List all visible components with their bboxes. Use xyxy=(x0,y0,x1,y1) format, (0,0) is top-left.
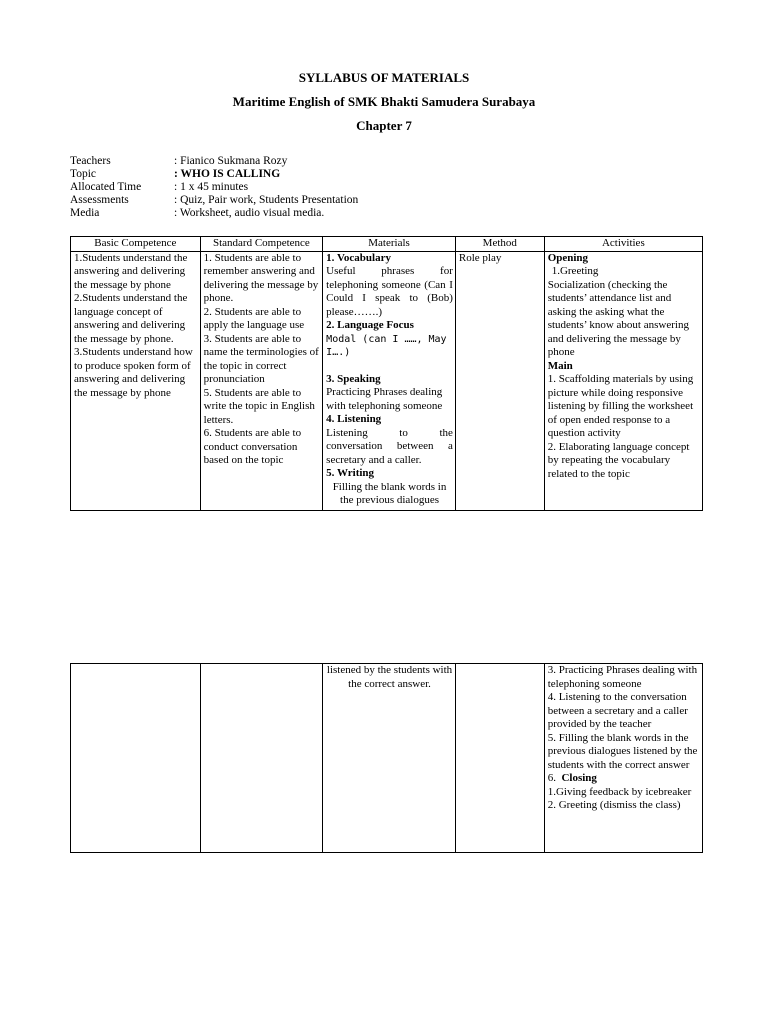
listening-heading: 4. Listening xyxy=(326,413,382,425)
listening-text: Listening to the conversation between a secretary and a caller. xyxy=(326,426,453,466)
syllabus-table xyxy=(70,236,703,511)
closing-number: 6. xyxy=(547,772,556,784)
closing-heading: Closing xyxy=(561,772,597,784)
chapter-heading: Chapter 7 xyxy=(356,118,412,133)
basic-competence-cell xyxy=(71,664,201,853)
writing-heading: 5. Writing xyxy=(326,467,375,479)
header-materials: Materials xyxy=(323,237,456,252)
vocabulary-text: Useful phrases for telephoning someone (Can I Could I speak to (Bob) please…….) xyxy=(326,265,453,318)
method-cell xyxy=(455,664,544,853)
info-row-time xyxy=(70,181,358,194)
opening-heading: Opening xyxy=(547,251,589,264)
main-item: 5. Filling the blank words in the previous dialogues listened by the students with the correct answer xyxy=(547,731,698,771)
header-activities: Activities xyxy=(544,237,702,252)
header-method: Method xyxy=(455,237,544,252)
closing-item: 2. Greeting (dismiss the class) xyxy=(547,799,681,811)
basic-item: 2.Students understand the language concept of answering and delivering the message by phone. xyxy=(74,292,188,345)
basic-item: 3.Students understand how to produce spoken form of answering and delivering the message by phone xyxy=(74,346,193,399)
main-item: 3. Practicing Phrases dealing with telephoning someone xyxy=(547,664,698,690)
main-item: 4. Listening to the conversation between a secretary and a caller provided by the teacher xyxy=(547,691,688,730)
writing-text-continued: listened by the students with the correct answer. xyxy=(326,664,453,690)
activities-cell xyxy=(544,664,702,853)
main-item: 2. Elaborating language concept by repeating the vocabulary related to the topic xyxy=(547,440,690,480)
closing-item: 1.Giving feedback by icebreaker xyxy=(547,785,692,798)
info-row-assessments xyxy=(70,194,358,207)
materials-cell xyxy=(323,664,456,853)
table-header-row xyxy=(71,237,703,252)
standard-item: 5. Students are able to write the topic in English letters. xyxy=(203,386,315,426)
closing-heading-line xyxy=(548,772,700,786)
standard-item: 6. Students are able to conduct conversation based on the topic xyxy=(203,427,302,466)
standard-item: 1. Students are able to remember answering and delivering the message by phone. xyxy=(203,251,319,304)
table-row xyxy=(71,251,703,510)
language-focus-heading: 2. Language Focus xyxy=(326,319,414,331)
opening-item: Socialization (checking the students’ attendance list and asking the asking what the students’ know about answering and delivering the message by phone xyxy=(547,278,689,358)
info-label: Topic xyxy=(70,168,97,180)
info-value: : Quiz, Pair work, Students Presentation xyxy=(174,194,359,206)
info-row-media xyxy=(70,207,358,220)
table-row xyxy=(71,664,703,853)
document-title: SYLLABUS OF MATERIALS xyxy=(298,70,470,85)
basic-competence-cell xyxy=(71,251,201,510)
document-subtitle: Maritime English of SMK Bhakti Samudera Surabaya xyxy=(232,94,536,109)
speaking-heading: 3. Speaking xyxy=(326,372,381,385)
info-label: Media xyxy=(70,207,100,219)
speaking-text: Practicing Phrases dealing with telephoning someone xyxy=(326,386,443,412)
writing-text: Filling the blank words in the previous dialogues xyxy=(332,480,447,506)
materials-cell xyxy=(323,251,456,510)
standard-item: 2. Students are able to apply the language use xyxy=(203,305,305,331)
info-block xyxy=(70,155,358,220)
standard-item: 3. Students are able to name the terminologies of the topic in correct pronunciation xyxy=(203,332,319,385)
language-focus-text: Modal (can I ……, May I….) xyxy=(326,333,447,358)
main-heading: Main xyxy=(547,359,573,372)
method-cell xyxy=(455,251,544,510)
info-value: : Fianico Sukmana Rozy xyxy=(174,155,288,167)
info-row-topic xyxy=(70,168,358,181)
header-standard-competence: Standard Competence xyxy=(200,237,323,252)
basic-item: 1.Students understand the answering and delivering the message by phone xyxy=(74,251,188,291)
method-text: Role play xyxy=(458,251,502,264)
syllabus-table-continued xyxy=(70,663,703,853)
activities-cell xyxy=(544,251,702,510)
info-label: Allocated Time xyxy=(70,181,142,193)
info-value: : 1 x 45 minutes xyxy=(174,181,249,193)
info-label: Teachers xyxy=(70,155,111,167)
header-basic-competence: Basic Competence xyxy=(71,237,201,252)
standard-competence-cell xyxy=(200,251,323,510)
standard-competence-cell xyxy=(200,664,323,853)
main-item: 1. Scaffolding materials by using picture while doing responsive listening by filling the worksheet of open ended response to a question activity xyxy=(547,373,694,439)
info-value: : Worksheet, audio visual media. xyxy=(174,207,325,219)
info-row-teachers xyxy=(70,155,358,168)
opening-item: 1.Greeting xyxy=(551,265,599,277)
info-label: Assessments xyxy=(70,194,129,206)
info-value: : WHO IS CALLING xyxy=(174,168,281,180)
vocabulary-heading: 1. Vocabulary xyxy=(326,251,391,264)
